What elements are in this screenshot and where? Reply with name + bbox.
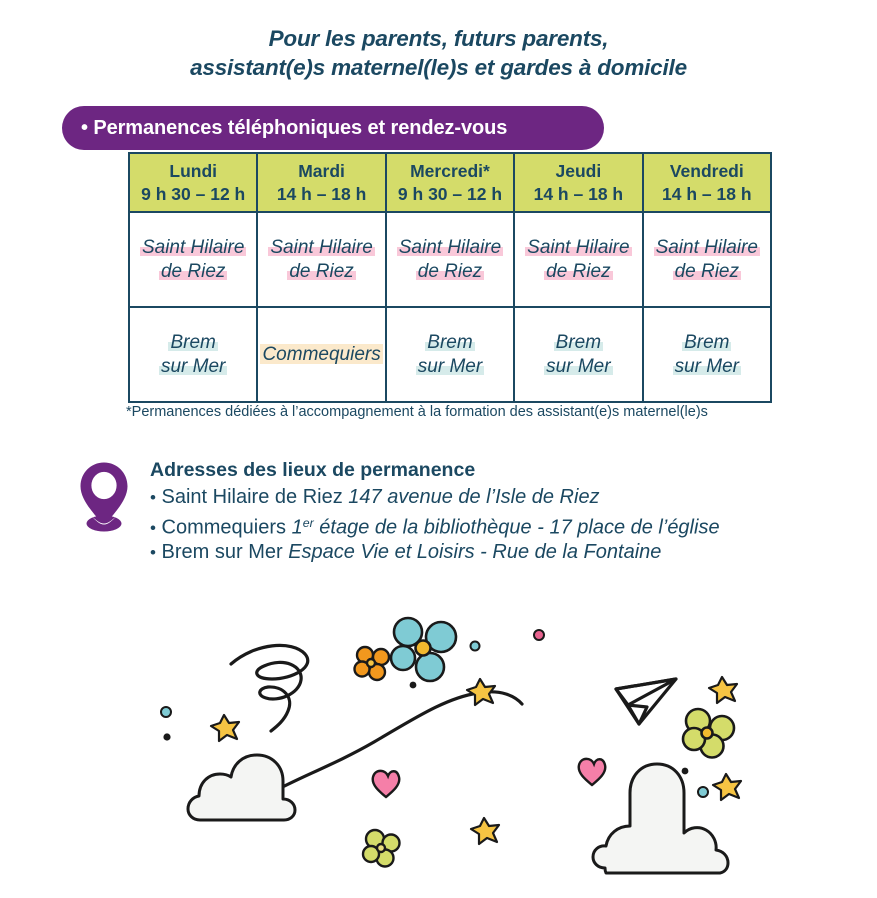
addresses-section (78, 458, 868, 566)
flower-green-large (683, 709, 734, 758)
day-hours: 14 h – 18 h (276, 183, 367, 204)
heart-pink-left (373, 771, 400, 797)
schedule-cell (386, 307, 514, 402)
schedule-cell (129, 212, 257, 307)
location-line-1: Saint Hilaire (527, 236, 630, 258)
addresses-heading: Adresses des lieux de permanence (150, 459, 476, 481)
schedule-table (128, 152, 772, 403)
schedule-cell (386, 212, 514, 307)
day-name: Lundi (169, 160, 217, 181)
spiral-squiggle (231, 645, 308, 731)
dot-pink (534, 630, 544, 640)
page-title-line-2: assistant(e)s maternel(le)s et gardes à domicile (190, 55, 687, 80)
day-name: Mercredi* (410, 160, 490, 181)
location-line-1: Saint Hilaire (141, 236, 245, 258)
day-hours: 14 h – 18 h (533, 183, 624, 204)
schedule-row-location-1 (129, 212, 771, 307)
flower-orange (355, 647, 390, 680)
schedule-cell (257, 307, 385, 402)
cloud-right (593, 764, 728, 873)
heart-pink-right (579, 759, 606, 785)
address-detail-ordinal-number: 1 (291, 515, 303, 538)
address-item-brem-sur-mer (150, 540, 720, 566)
list-bullet: • (150, 543, 156, 563)
location-line-1: Saint Hilaire (655, 236, 758, 258)
page-title-line-1: Pour les parents, futurs parents, (268, 26, 609, 51)
list-bullet: • (150, 517, 156, 537)
section-banner-label: • Permanences téléphoniques et rendez-vous (81, 116, 508, 139)
location-line-2: sur Mer (546, 355, 611, 377)
flower-green-small (363, 830, 400, 867)
schedule-header-row (129, 153, 771, 212)
schedule-cell (514, 307, 642, 402)
schedule-header-cell (643, 153, 771, 212)
schedule-cell (643, 212, 771, 307)
paper-plane (616, 679, 676, 724)
location-line-2: de Riez (289, 260, 354, 282)
section-banner-permanences (62, 106, 604, 150)
address-place: Brem sur Mer (161, 541, 283, 564)
schedule-header-cell (129, 153, 257, 212)
day-name: Vendredi (669, 160, 744, 181)
day-hours: 9 h 30 – 12 h (141, 183, 246, 204)
flower-blue (391, 618, 456, 681)
location-line-1: Brem (170, 331, 216, 353)
address-place: Saint Hilaire de Riez (161, 486, 343, 508)
schedule-cell (643, 307, 771, 402)
schedule-cell (129, 307, 257, 402)
location-line-1: Saint Hilaire (270, 236, 373, 258)
schedule-cell (257, 212, 385, 307)
location-line-2: de Riez (160, 260, 226, 282)
day-name: Jeudi (555, 160, 602, 181)
schedule-header-cell (386, 153, 514, 212)
address-detail: 147 avenue de l’Isle de Riez (348, 486, 600, 508)
schedule-header-cell (257, 153, 385, 212)
location-line-2: sur Mer (674, 355, 739, 377)
location-line-2: de Riez (546, 260, 611, 282)
list-bullet: • (150, 488, 156, 507)
decorative-illustration (0, 596, 877, 893)
page-title (0, 24, 877, 82)
address-item-commequiers (150, 511, 720, 541)
address-place: Commequiers (161, 515, 286, 538)
address-detail: Espace Vie et Loisirs - Rue de la Fontaine (288, 541, 662, 564)
location-line-2: sur Mer (417, 355, 483, 377)
map-pin-icon (78, 458, 150, 538)
schedule-cell (514, 212, 642, 307)
addresses-text-group (150, 458, 720, 566)
location-line-1: Brem (427, 331, 473, 353)
location-line-1: Brem (555, 331, 602, 353)
schedule-row-location-2 (129, 307, 771, 402)
location-line-1: Commequiers (262, 343, 381, 365)
location-line-2: de Riez (674, 260, 739, 282)
location-line-1: Brem (684, 331, 730, 353)
location-line-1: Saint Hilaire (398, 236, 502, 258)
schedule-footnote: *Permanences dédiées à l’accompagnement à la formation des assistant(e)s maternel(le)s (126, 404, 708, 420)
schedule-header-cell (514, 153, 642, 212)
day-hours: 9 h 30 – 12 h (397, 183, 503, 204)
cloud-left (188, 755, 295, 820)
day-name: Mardi (298, 160, 345, 181)
address-detail-ordinal-suffix: er (302, 515, 314, 530)
location-line-2: de Riez (417, 260, 483, 282)
day-hours: 14 h – 18 h (662, 183, 752, 204)
address-item-saint-hilaire (150, 485, 720, 511)
address-detail: étage de la bibliothèque - 17 place de l’église (313, 515, 720, 538)
location-line-2: sur Mer (160, 355, 226, 377)
